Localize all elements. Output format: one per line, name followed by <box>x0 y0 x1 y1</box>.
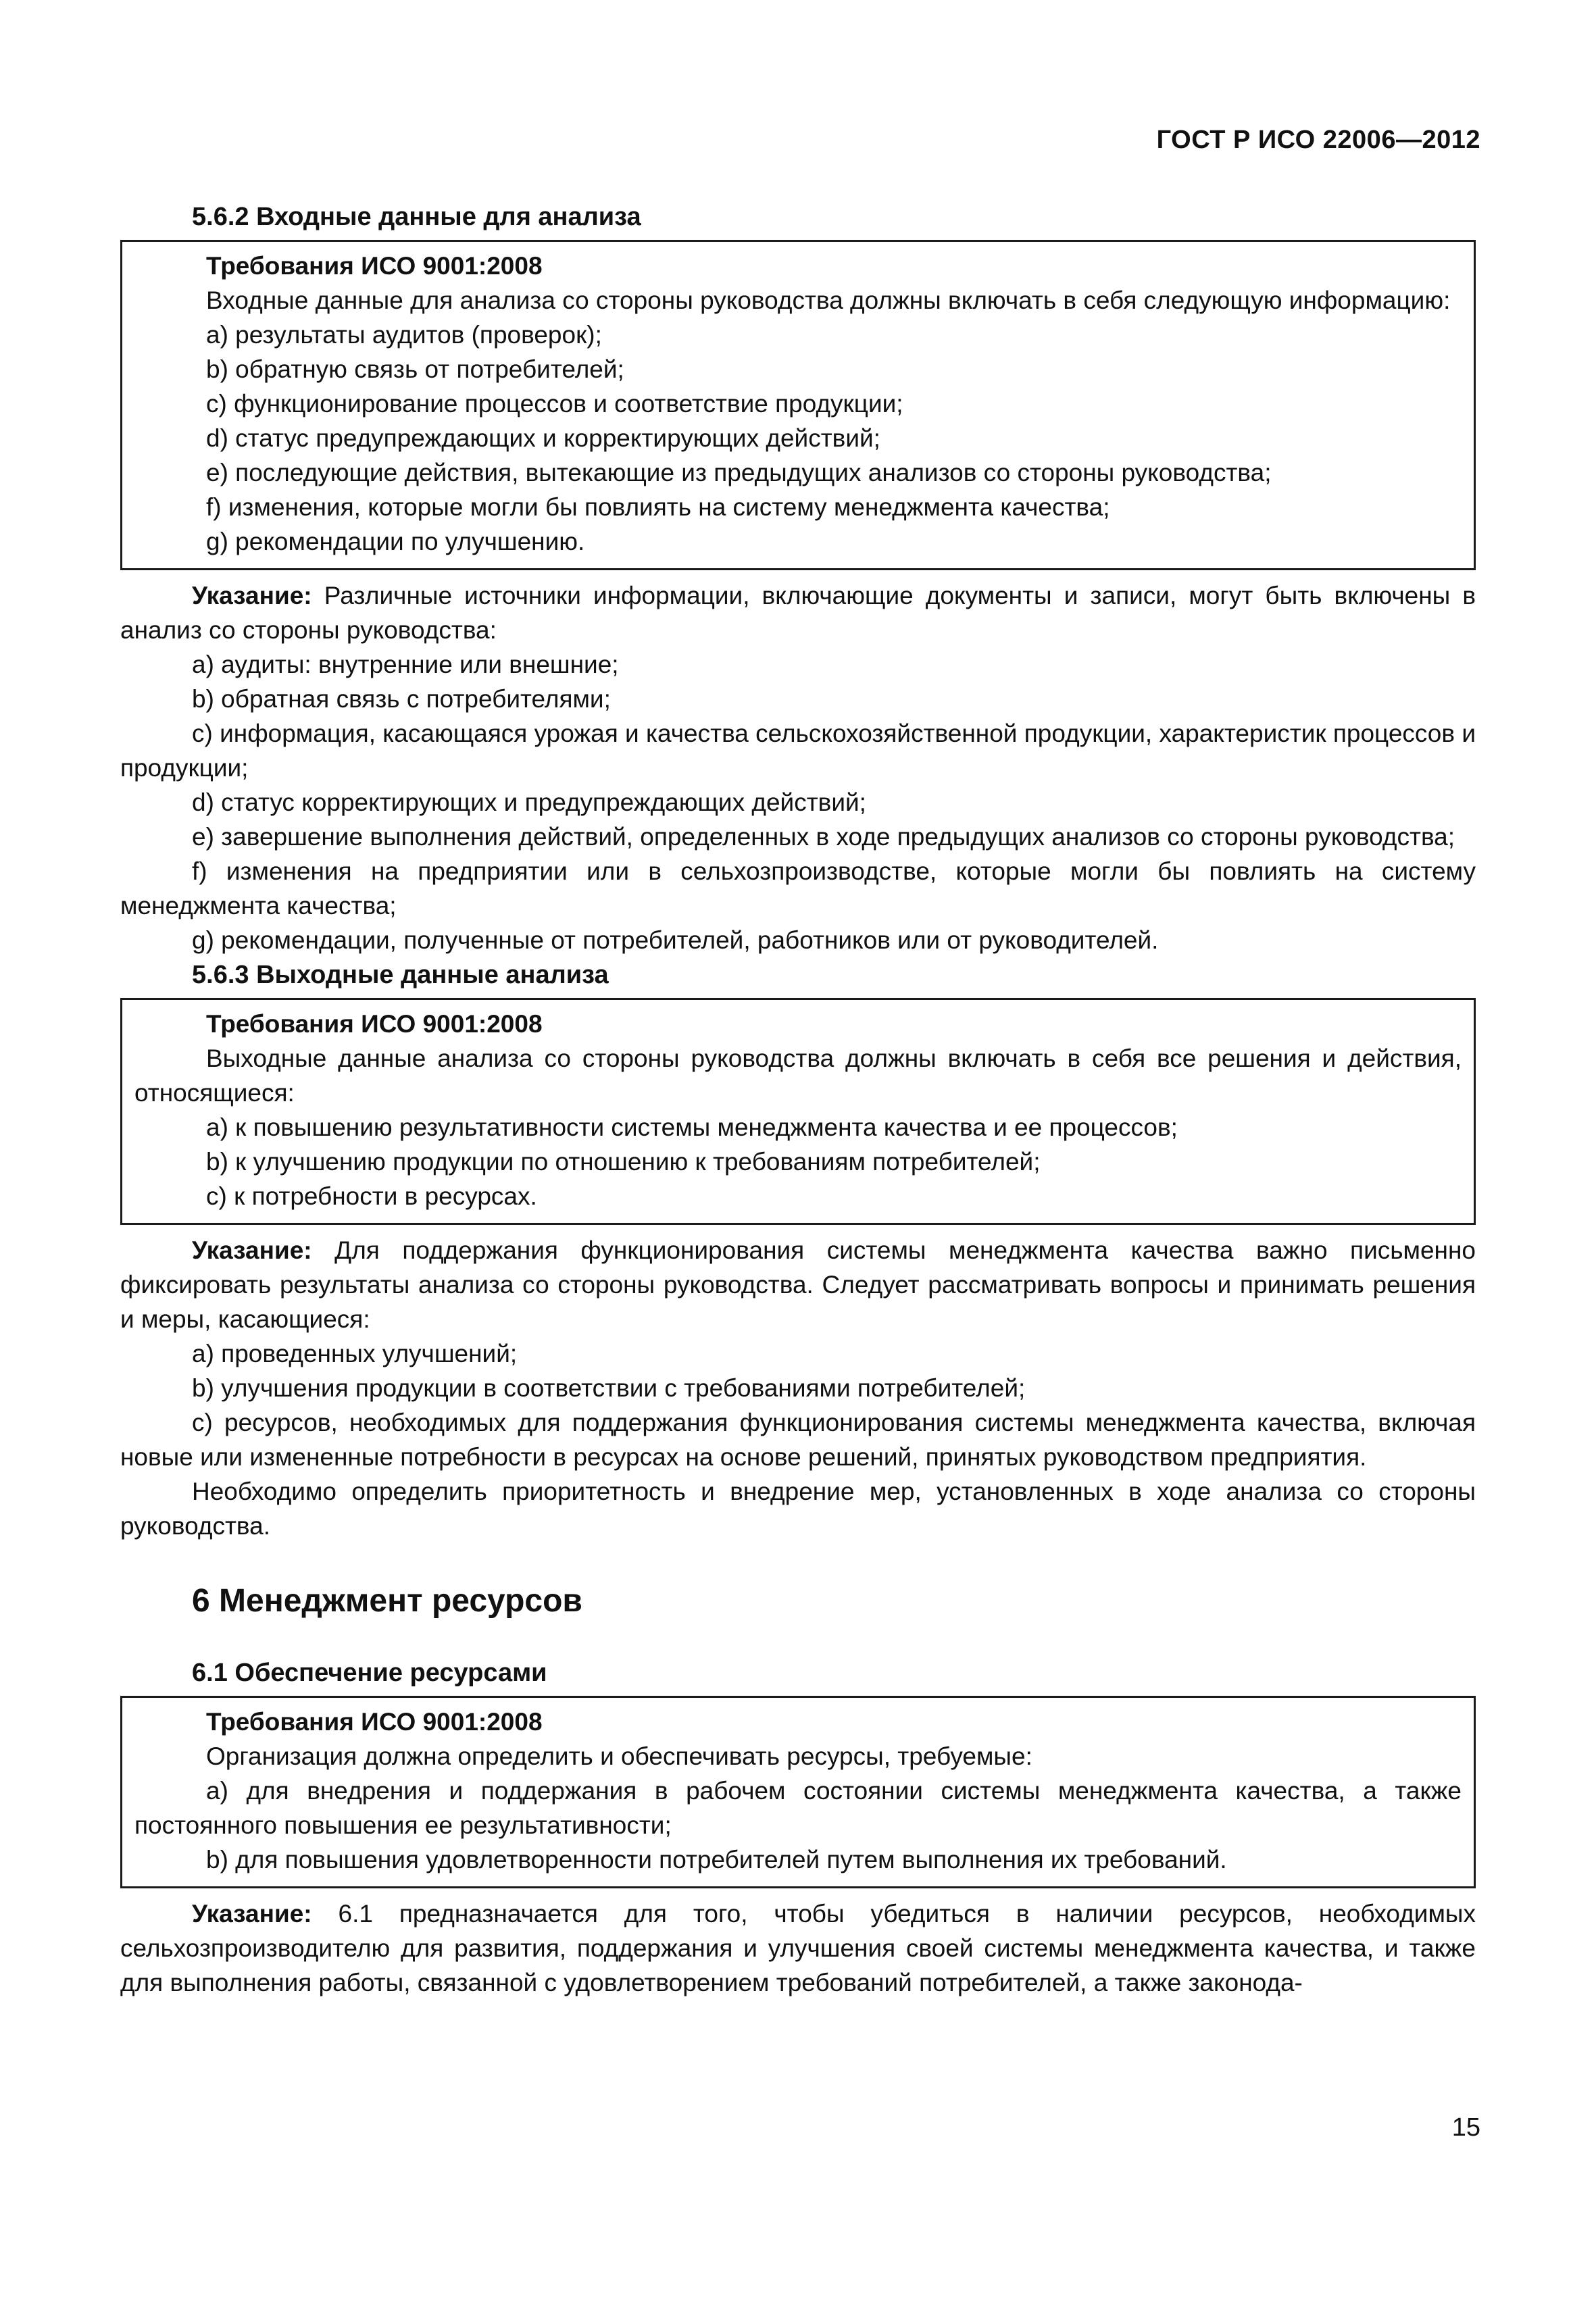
list-item: d) статус предупреждающих и корректирующих действий; <box>206 424 880 452</box>
list-item: a) к повышению результативности системы менеджмента качества и ее процессов; <box>206 1113 1178 1141</box>
closing-paragraph: Необходимо определить приоритетность и внедрение мер, установленных в ходе анализа со стороны руководства. <box>120 1478 1476 1540</box>
requirements-box-5-6-2 <box>120 240 1476 570</box>
note-paragraph-5-6-3 <box>120 1233 1476 1336</box>
requirements-box-5-6-3 <box>120 998 1476 1225</box>
list-item: b) обратная связь с потребителями; <box>192 685 611 713</box>
list-item: b) для повышения удовлетворенности потребителей путем выполнения их требований. <box>206 1846 1227 1873</box>
requirements-title: Требования ИСО 9001:2008 <box>206 252 543 280</box>
list-item: c) к потребности в ресурсах. <box>206 1182 537 1210</box>
list-item: f) изменения на предприятии или в сельхозпроизводстве, которые могли бы повлиять на систему менеджмента качества; <box>120 857 1476 920</box>
section-heading-6-1: 6.1 Обеспечение ресурсами <box>192 1659 547 1687</box>
requirements-intro: Выходные данные анализа со стороны руководства должны включать в себя все решения и действия, относящиеся: <box>134 1045 1462 1107</box>
section-heading-5-6-3: 5.6.3 Выходные данные анализа <box>192 961 609 989</box>
requirements-intro: Входные данные для анализа со стороны руководства должны включать в себя следующую информацию: <box>206 286 1451 314</box>
list-item: b) к улучшению продукции по отношению к требованиям потребителей; <box>206 1148 1041 1176</box>
list-item: g) рекомендации по улучшению. <box>206 528 585 555</box>
note-label: Указание: <box>192 1236 312 1264</box>
list-item: f) изменения, которые могли бы повлиять на систему менеджмента качества; <box>206 493 1110 521</box>
requirements-title: Требования ИСО 9001:2008 <box>206 1708 543 1736</box>
list-item: d) статус корректирующих и предупреждающих действий; <box>192 788 866 816</box>
list-item: c) функционирование процессов и соответствие продукции; <box>206 390 903 418</box>
requirements-intro: Организация должна определить и обеспечивать ресурсы, требуемые: <box>206 1742 1032 1770</box>
note-label: Указание: <box>192 582 312 609</box>
note-label: Указание: <box>192 1900 312 1928</box>
page-content <box>120 199 1476 2000</box>
list-item: a) результаты аудитов (проверок); <box>206 321 602 349</box>
note-paragraph-6-1 <box>120 1896 1476 2000</box>
list-item: g) рекомендации, полученные от потребителей, работников или от руководителей. <box>192 926 1159 954</box>
list-item: c) ресурсов, необходимых для поддержания функционирования системы менеджмента качества, включая новые или измененные потребности в ресурсах на основе решений, принятых руководством предприятия. <box>120 1409 1476 1471</box>
note-text: Для поддержания функционирования системы менеджмента качества важно письменно фиксировать результаты анализа со стороны руководства. Следует рассматривать вопросы и принимать решения и меры, касающиеся: <box>120 1236 1476 1333</box>
list-item: a) проведенных улучшений; <box>192 1340 518 1367</box>
note-text: 6.1 предназначается для того, чтобы убедиться в наличии ресурсов, необходимых сельхозпроизводителю для развития, поддержания и улучшения своей системы менеджмента качества, и также для выполнения работы, связанной с удовлетворением требований потребителей, а также законода- <box>120 1900 1476 1996</box>
standard-code: ГОСТ Р ИСО 22006—2012 <box>1156 126 1480 154</box>
section-heading-5-6-2: 5.6.2 Входные данные для анализа <box>192 203 641 231</box>
list-item: c) информация, касающаяся урожая и качества сельскохозяйственной продукции, характеристик процессов и продукции; <box>120 720 1476 782</box>
requirements-title: Требования ИСО 9001:2008 <box>206 1010 543 1038</box>
list-item: e) завершение выполнения действий, определенных в ходе предыдущих анализов со стороны руководства; <box>192 823 1455 851</box>
list-item: a) для внедрения и поддержания в рабочем состоянии системы менеджмента качества, а также постоянного повышения ее результативности; <box>134 1777 1462 1839</box>
requirements-box-6-1 <box>120 1696 1476 1888</box>
list-item: a) аудиты: внутренние или внешние; <box>192 651 619 678</box>
list-item: b) улучшения продукции в соответствии с требованиями потребителей; <box>192 1374 1026 1402</box>
note-paragraph-5-6-2 <box>120 578 1476 647</box>
list-item: e) последующие действия, вытекающие из предыдущих анализов со стороны руководства; <box>206 459 1272 486</box>
page-number: 15 <box>1451 2113 1480 2142</box>
chapter-heading-6: 6 Менеджмент ресурсов <box>192 1583 582 1619</box>
note-text: Различные источники информации, включающие документы и записи, могут быть включены в анализ со стороны руководства: <box>120 582 1476 644</box>
list-item: b) обратную связь от потребителей; <box>206 355 624 383</box>
